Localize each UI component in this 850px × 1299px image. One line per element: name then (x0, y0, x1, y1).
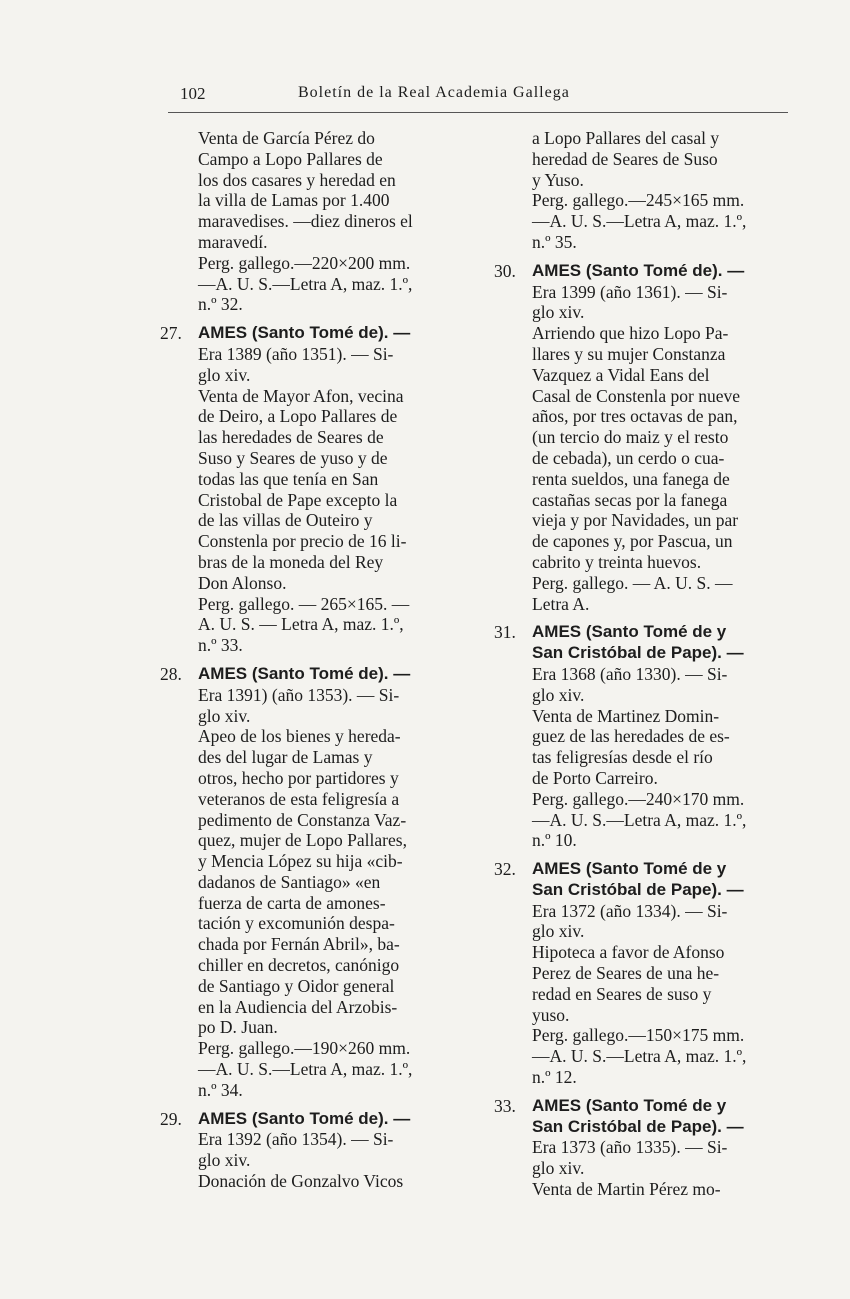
entry-description-line: maravedises. —diez dineros el (198, 211, 413, 232)
entry-title-line: San Cristóbal de Pape). — (532, 643, 744, 663)
entry-description-line: y Yuso. (532, 169, 584, 190)
catalog-entry (160, 1109, 465, 1192)
catalog-entry (494, 261, 794, 615)
entry-date-line: glo xiv. (532, 1158, 585, 1179)
entry-description-line: años, por tres octavas de pan, (532, 406, 738, 427)
entry-date-line: Era 1389 (año 1351). — Si- (198, 343, 394, 364)
entry-description-line: de Deiro, a Lopo Pallares de (198, 406, 398, 427)
entry-description-line: Hipoteca a favor de Afonso (532, 942, 725, 963)
entry-description-line: redad en Seares de suso y (532, 983, 712, 1004)
entry-description-line: de Porto Carreiro. (532, 767, 658, 788)
entry-description-line: Casal de Constenla por nueve (532, 385, 741, 406)
entry-date-line: Era 1373 (año 1335). — Si- (532, 1137, 728, 1158)
entry-title-line: AMES (Santo Tomé de). — (532, 260, 745, 280)
entry-description-line: chiller en decretos, canónigo (198, 955, 400, 976)
entry-description-line: des del lugar de Lamas y (198, 747, 373, 768)
entry-reference-line: Perg. gallego.—245×165 mm. (532, 190, 745, 211)
entry-description-line: Venta de Martinez Domin- (532, 705, 720, 726)
entry-description-line: las heredades de Seares de (198, 427, 384, 448)
entry-reference-line: —A. U. S.—Letra A, maz. 1.º, (532, 211, 747, 232)
entry-reference-line: n.º 33. (198, 635, 243, 656)
entry-description-line: (un tercio do maiz y el resto (532, 427, 729, 448)
entry-reference-line: —A. U. S.—Letra A, maz. 1.º, (198, 1059, 413, 1080)
entry-description-line: Perez de Seares de una he- (532, 963, 720, 984)
entry-title-line: AMES (Santo Tomé de). — (198, 1108, 411, 1128)
catalog-entry (160, 664, 465, 1101)
entry-description-line: vieja y por Navidades, un par (532, 510, 739, 531)
entry-number: 30. (494, 260, 516, 281)
entry-description-line: de Santiago y Oidor general (198, 975, 395, 996)
entry-description-line: Arriendo que hizo Lopo Pa- (532, 323, 729, 344)
entry-reference-line: Perg. gallego.—240×170 mm. (532, 788, 745, 809)
entry-separator (160, 656, 465, 664)
entry-title-line: AMES (Santo Tomé de y (532, 1095, 727, 1115)
entry-description-line: Suso y Seares de yuso y de (198, 447, 388, 468)
entry-date-line: glo xiv. (532, 921, 585, 942)
entry-reference-line: n.º 12. (532, 1067, 577, 1088)
entry-reference-line: Perg. gallego. — 265×165. — (198, 593, 410, 614)
entry-date-line: Era 1368 (año 1330). — Si- (532, 663, 728, 684)
entry-reference-line: Perg. gallego. — A. U. S. — (532, 572, 733, 593)
entry-description-line: po D. Juan. (198, 1017, 278, 1038)
entry-reference-line: —A. U. S.—Letra A, maz. 1.º, (198, 273, 413, 294)
running-title: Boletín de la Real Academia Gallega (298, 84, 570, 101)
entry-description-line: a Lopo Pallares del casal y (532, 128, 720, 148)
entry-reference-line: A. U. S. — Letra A, maz. 1.º, (198, 614, 404, 635)
entry-description-line: Campo a Lopo Pallares de (198, 148, 383, 169)
entry-title-line: San Cristóbal de Pape). — (532, 879, 744, 899)
entry-reference-line: Perg. gallego.—190×260 mm. (198, 1038, 411, 1059)
entry-description-line: Apeo de los bienes y hereda- (198, 726, 401, 747)
catalog-entry (494, 1096, 794, 1200)
entry-reference-line: —A. U. S.—Letra A, maz. 1.º, (532, 809, 747, 830)
entry-description-line: Don Alonso. (198, 572, 287, 593)
entry-description-line: renta sueldos, una fanega de (532, 468, 730, 489)
entry-description-line: todas las que tenía en San (198, 468, 379, 489)
entry-description-line: de las villas de Outeiro y (198, 510, 373, 531)
entry-description-line: Cristobal de Pape excepto la (198, 489, 398, 510)
entry-description-line: de cebada), un cerdo o cua- (532, 447, 725, 468)
entry-description-line: guez de las heredades de es- (532, 726, 730, 747)
right-column (494, 128, 794, 1200)
entry-date-line: glo xiv. (198, 1150, 251, 1171)
entry-description-line: de capones y, por Pascua, un (532, 531, 733, 552)
entry-separator (160, 1101, 465, 1109)
entry-description-line: veteranos de esta feligresía a (198, 788, 400, 809)
entry-separator (494, 851, 794, 859)
entry-date-line: Era 1391) (año 1353). — Si- (198, 684, 400, 705)
page-number: 102 (180, 84, 206, 103)
entry-date-line: Era 1372 (año 1334). — Si- (532, 900, 728, 921)
entry-title-line: AMES (Santo Tomé de). — (198, 663, 411, 683)
entry-number: 32. (494, 859, 516, 880)
entry-description-line: bras de la moneda del Rey (198, 551, 384, 572)
entry-description-line: heredad de Seares de Suso (532, 148, 718, 169)
entry-description-line: yuso. (532, 1004, 570, 1025)
entry-separator (160, 315, 465, 323)
entry-reference-line: n.º 35. (532, 231, 577, 252)
entry-title-line: AMES (Santo Tomé de y (532, 622, 727, 642)
entry-description-line: Constenla por precio de 16 li- (198, 531, 407, 552)
entry-description-line: pedimento de Constanza Vaz- (198, 809, 407, 830)
entry-description-line: llares y su mujer Constanza (532, 343, 726, 364)
entry-description-line: la villa de Lamas por 1.400 (198, 190, 390, 211)
entry-description-line: los dos casares y heredad en (198, 169, 396, 190)
entry-description-line: Donación de Gonzalvo Vicos (198, 1171, 404, 1192)
entry-description-line: en la Audiencia del Arzobis- (198, 996, 398, 1017)
entry-separator (494, 1088, 794, 1096)
entry-title-line: San Cristóbal de Pape). — (532, 1116, 744, 1136)
page-header (168, 84, 788, 113)
entry-reference-line: Letra A. (532, 593, 590, 614)
entry-title-line: AMES (Santo Tomé de y (532, 859, 727, 879)
entry-description-line: maravedí. (198, 231, 268, 252)
entry-description-line: Venta de Mayor Afon, vecina (198, 385, 404, 406)
entry-description-line: quez, mujer de Lopo Pallares, (198, 830, 407, 851)
entry-number: 28. (160, 663, 182, 684)
entry-separator (494, 614, 794, 622)
continuation-entry (494, 128, 794, 253)
entry-title-line: AMES (Santo Tomé de). — (198, 323, 411, 343)
entry-date-line: glo xiv. (532, 684, 585, 705)
entry-reference-line: —A. U. S.—Letra A, maz. 1.º, (532, 1046, 747, 1067)
entry-date-line: glo xiv. (198, 364, 251, 385)
entry-date-line: glo xiv. (532, 302, 585, 323)
catalog-entry (494, 622, 794, 851)
entry-description-line: Venta de García Pérez do (198, 128, 375, 148)
catalog-entry (160, 323, 465, 656)
entry-description-line: chada por Fernán Abril», ba- (198, 934, 400, 955)
entry-description-line: otros, hecho por partidores y (198, 767, 399, 788)
entry-number: 31. (494, 622, 516, 643)
entry-separator (494, 253, 794, 261)
entry-description-line: y Mencia López su hija «cib- (198, 851, 403, 872)
entry-reference-line: n.º 32. (198, 294, 243, 315)
left-column (160, 128, 465, 1192)
continuation-entry (160, 128, 465, 315)
entry-description-line: fuerza de carta de amones- (198, 892, 386, 913)
entry-description-line: Vazquez a Vidal Eans del (532, 364, 710, 385)
entry-date-line: glo xiv. (198, 705, 251, 726)
entry-description-line: castañas secas por la fanega (532, 489, 728, 510)
entry-date-line: Era 1392 (año 1354). — Si- (198, 1129, 394, 1150)
entry-number: 29. (160, 1108, 182, 1129)
entry-reference-line: n.º 34. (198, 1079, 243, 1100)
entry-reference-line: n.º 10. (532, 830, 577, 851)
entry-number: 27. (160, 323, 182, 344)
entry-description-line: tación y excomunión despa- (198, 913, 395, 934)
entry-description-line: dadanos de Santiago» «en (198, 871, 381, 892)
entry-reference-line: Perg. gallego.—220×200 mm. (198, 252, 411, 273)
catalog-entry (494, 859, 794, 1088)
entry-number: 33. (494, 1095, 516, 1116)
entry-description-line: Venta de Martin Pérez mo- (532, 1179, 721, 1200)
entry-reference-line: Perg. gallego.—150×175 mm. (532, 1025, 745, 1046)
entry-description-line: cabrito y treinta huevos. (532, 551, 702, 572)
entry-date-line: Era 1399 (año 1361). — Si- (532, 281, 728, 302)
entry-description-line: tas feligresías desde el río (532, 747, 713, 768)
